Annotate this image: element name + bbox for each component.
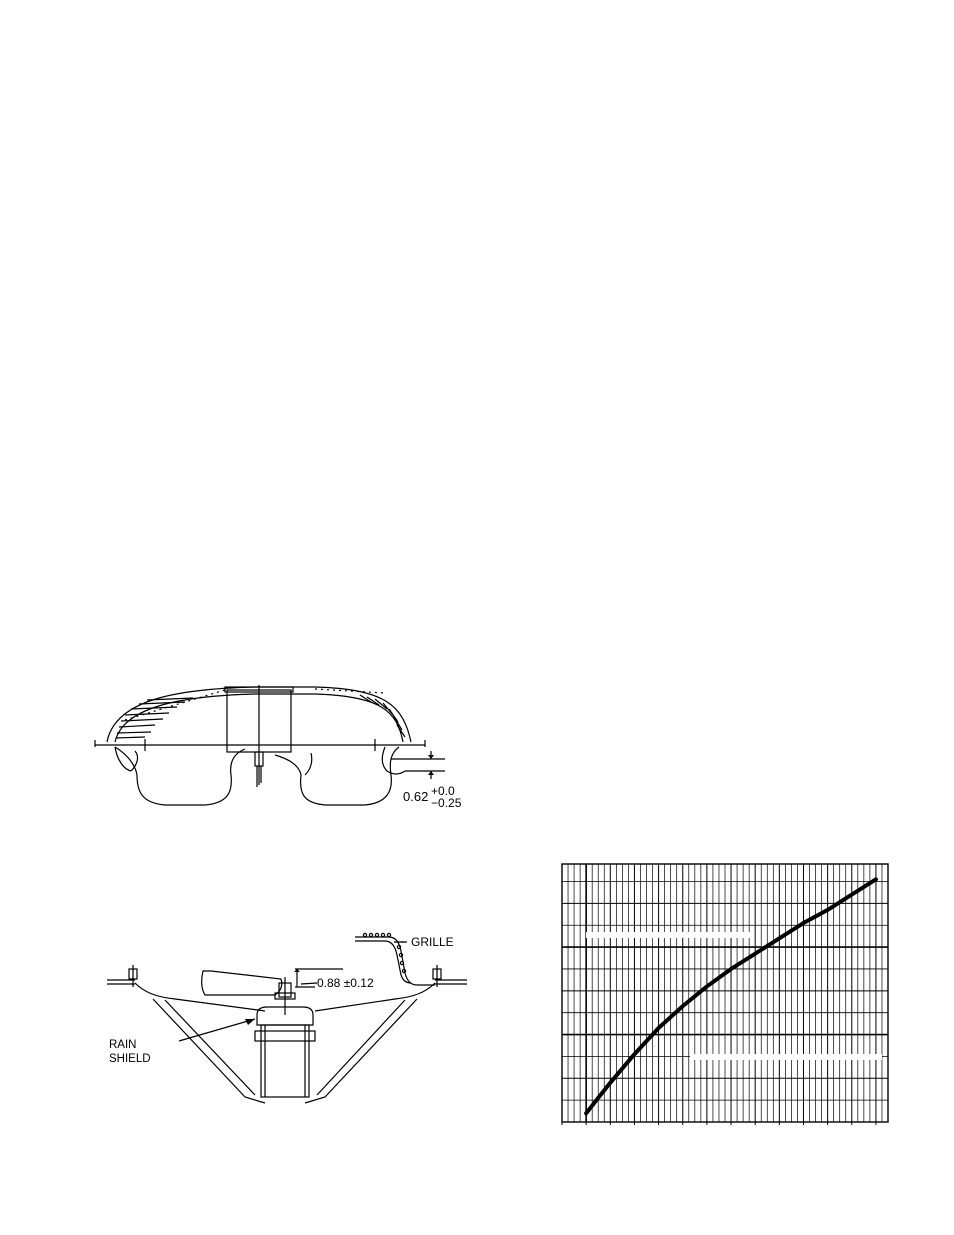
fan-assembly-drawing [85,675,485,815]
fan-position-drawing [105,925,470,1110]
performance-chart [560,862,890,1126]
rain-shield-label-line1: RAIN [109,1039,137,1051]
clearance-tolerance-plus: +0.0 [431,784,455,798]
fan-height-dimension: 0.88 ±0.12 [317,976,374,990]
fan-position-figure [105,925,470,1110]
chart-plot [560,862,890,1126]
rain-shield-label-line2: SHIELD [109,1053,151,1065]
chart-label-blank-lower [690,1054,882,1060]
chart-label-blank-upper [586,932,750,938]
clearance-dimension-value: 0.62 [403,789,429,804]
fan-assembly-figure [85,675,485,815]
grille-label: GRILLE [411,935,454,949]
clearance-tolerance-minus: −0.25 [431,796,462,810]
